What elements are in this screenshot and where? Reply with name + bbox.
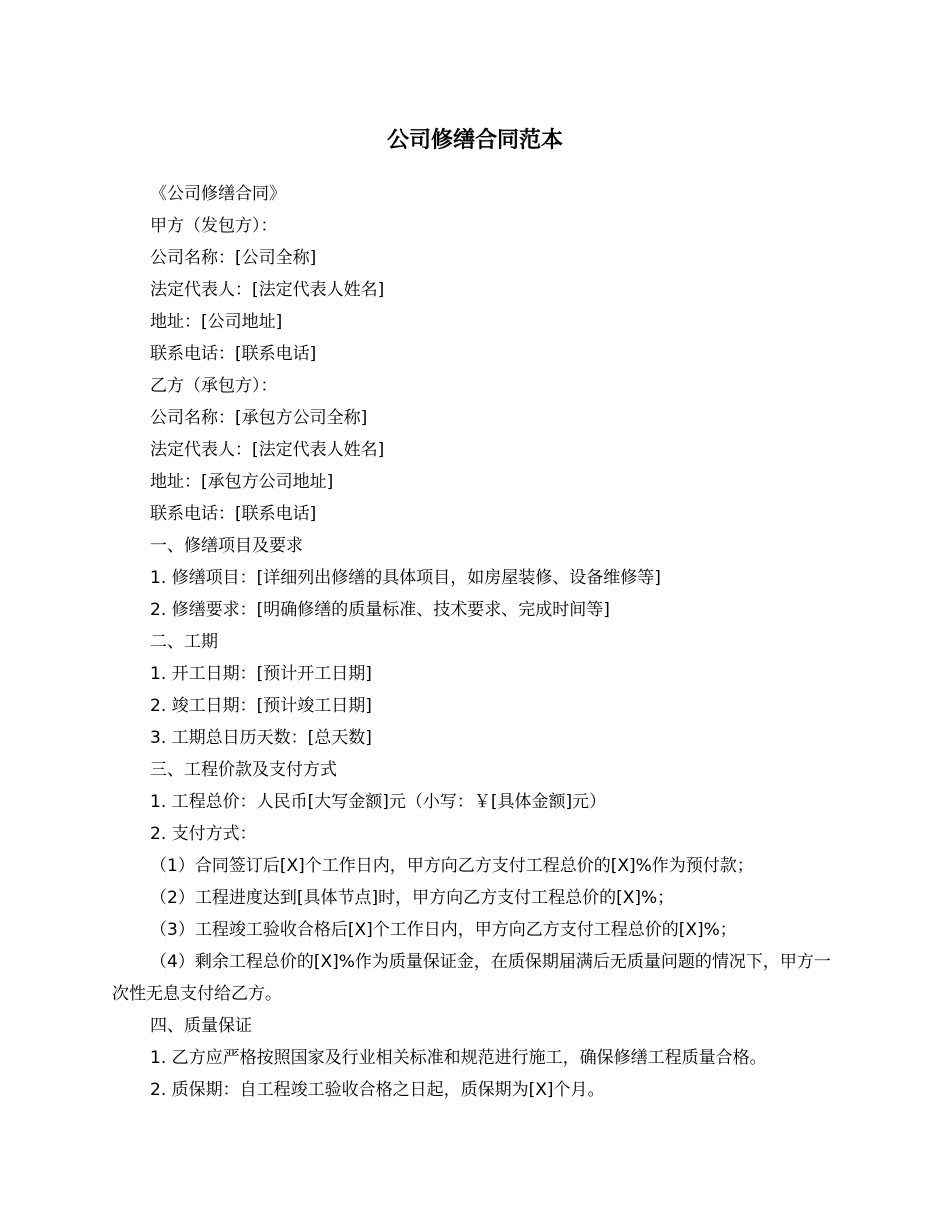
paragraph-party-b-company: 公司名称：[承包方公司全称] bbox=[150, 408, 368, 428]
paragraph-party-a-phone: 联系电话：[联系电话] bbox=[150, 344, 317, 364]
paragraph-payment-step-2: （2）工程进度达到[具体节点]时，甲方向乙方支付工程总价的[X]%； bbox=[150, 888, 675, 908]
paragraph-payment-step-4: （4）剩余工程总价的[X]%作为质量保证金，在质保期届满后无质量问题的情况下，甲方一次性无息支付给乙方。 bbox=[112, 952, 831, 1004]
paragraph-party-a-representative: 法定代表人：[法定代表人姓名] bbox=[150, 280, 385, 300]
section-heading-payment: 三、工程价款及支付方式 bbox=[150, 760, 337, 780]
paragraph-party-a-address: 地址：[公司地址] bbox=[150, 312, 283, 332]
paragraph-repair-requirements: 2. 修缮要求：[明确修缮的质量标准、技术要求、完成时间等] bbox=[150, 600, 610, 620]
paragraph-party-a-company: 公司名称：[公司全称] bbox=[150, 248, 317, 268]
paragraph-party-b-heading: 乙方（承包方）： bbox=[150, 376, 278, 396]
paragraph-party-a-heading: 甲方（发包方）： bbox=[150, 216, 278, 236]
paragraph-payment-step-3: （3）工程竣工验收合格后[X]个工作日内，甲方向乙方支付工程总价的[X]%； bbox=[150, 920, 737, 940]
paragraph-total-price: 1. 工程总价：人民币[大写金额]元（小写：￥[具体金额]元） bbox=[150, 792, 607, 812]
section-heading-quality: 四、质量保证 bbox=[150, 1016, 252, 1036]
paragraph-party-b-representative: 法定代表人：[法定代表人姓名] bbox=[150, 440, 385, 460]
paragraph-party-b-address: 地址：[承包方公司地址] bbox=[150, 472, 334, 492]
paragraph-payment-method: 2. 支付方式： bbox=[150, 824, 257, 844]
document-body bbox=[112, 178, 838, 1106]
paragraph-total-days: 3. 工期总日历天数：[总天数] bbox=[150, 728, 372, 748]
paragraph-repair-items: 1. 修缮项目：[详细列出修缮的具体项目，如房屋装修、设备维修等] bbox=[150, 568, 661, 588]
paragraph-start-date: 1. 开工日期：[预计开工日期] bbox=[150, 664, 372, 684]
paragraph-completion-date: 2. 竣工日期：[预计竣工日期] bbox=[150, 696, 372, 716]
section-heading-repair-items: 一、修缮项目及要求 bbox=[150, 536, 303, 556]
document-title: 公司修缮合同范本 bbox=[386, 128, 563, 153]
paragraph-warranty-period: 2. 质保期：自工程竣工验收合格之日起，质保期为[X]个月。 bbox=[150, 1080, 605, 1100]
paragraph-payment-step-1: （1）合同签订后[X]个工作日内，甲方向乙方支付工程总价的[X]%作为预付款； bbox=[150, 856, 754, 876]
paragraph-quality-standard: 1. 乙方应严格按照国家及行业相关标准和规范进行施工，确保修缮工程质量合格。 bbox=[150, 1048, 767, 1068]
section-heading-schedule: 二、工期 bbox=[150, 632, 218, 652]
paragraph-party-b-phone: 联系电话：[联系电话] bbox=[150, 504, 317, 524]
paragraph-contract-name: 《公司修缮合同》 bbox=[150, 184, 286, 204]
